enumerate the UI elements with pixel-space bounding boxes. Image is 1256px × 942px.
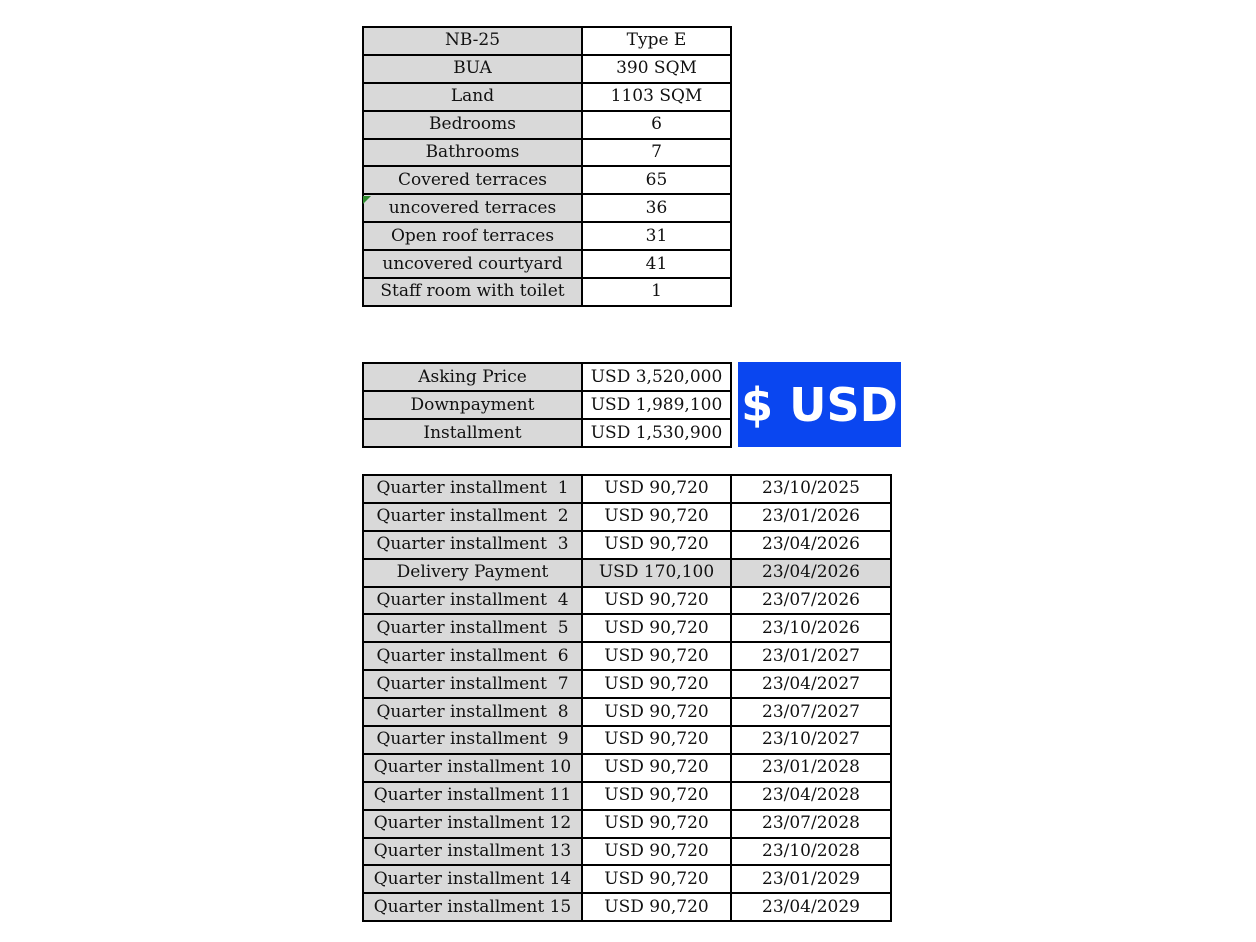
schedule-amount: USD 90,720 [604,590,709,610]
schedule-date: 23/01/2028 [762,757,860,778]
currency-badge [738,362,901,447]
price-value: USD 1,989,100 [590,394,723,415]
schedule-amount-cell[interactable] [582,893,731,921]
schedule-row [363,670,891,698]
schedule-date-cell[interactable] [731,893,891,921]
spec-value-cell[interactable] [582,55,731,83]
schedule-date: 23/04/2028 [762,785,860,806]
schedule-date-cell[interactable] [731,503,891,531]
schedule-label-cell[interactable] [363,893,582,921]
schedule-amount-cell[interactable] [582,614,731,642]
schedule-amount-cell[interactable] [582,587,731,615]
schedule-date: 23/01/2029 [762,868,860,889]
schedule-date: 23/01/2026 [762,506,860,527]
spec-value-cell[interactable] [582,278,731,306]
schedule-amount: USD 90,720 [604,729,709,750]
schedule-amount: USD 90,720 [604,757,709,778]
spec-label-cell[interactable] [363,111,582,139]
schedule-date: 23/10/2027 [762,729,860,750]
schedule-label: Quarter installment 5 [376,617,569,638]
schedule-amount: USD 90,720 [604,534,709,555]
schedule-amount: USD 90,720 [604,813,709,834]
schedule-label: Quarter installment 10 [373,757,572,778]
price-label-cell[interactable] [363,363,582,391]
schedule-date-cell[interactable] [731,559,891,587]
price-summary-table [362,362,732,448]
schedule-label: Quarter installment 13 [373,841,572,862]
schedule-amount: USD 90,720 [604,506,709,527]
schedule-label-cell[interactable] [363,559,582,587]
specs-row [363,139,731,167]
price-value: USD 3,520,000 [590,366,723,387]
schedule-label-cell[interactable] [363,614,582,642]
specs-row [363,83,731,111]
schedule-label: Quarter installment 12 [373,813,572,834]
schedule-amount: USD 90,720 [604,673,709,694]
schedule-amount-cell[interactable] [582,698,731,726]
schedule-date: 23/10/2025 [762,478,860,499]
schedule-label-cell[interactable] [363,810,582,838]
schedule-row [363,893,891,921]
cell-comment-indicator-icon[interactable] [363,196,371,204]
schedule-label-cell[interactable] [363,475,582,503]
spec-label: NB-25 [444,30,501,51]
schedule-amount-cell[interactable] [582,503,731,531]
schedule-label: Quarter installment 9 [376,729,569,750]
schedule-date: 23/04/2027 [762,673,860,694]
schedule-label: Quarter installment 6 [376,645,569,666]
schedule-amount: USD 90,720 [604,478,709,499]
schedule-label-cell[interactable] [363,670,582,698]
schedule-label: Delivery Payment [396,562,549,583]
schedule-amount: USD 90,720 [604,868,709,889]
schedule-label: Quarter installment 2 [376,506,569,527]
spec-label: Staff room with toilet [380,281,565,302]
spec-label: Bedrooms [429,114,516,135]
price-row [363,363,731,391]
spec-value: 390 SQM [616,58,697,79]
schedule-label-cell[interactable] [363,587,582,615]
schedule-date: 23/10/2028 [762,841,860,862]
price-value: USD 1,530,900 [590,422,723,443]
spec-label-cell[interactable] [363,27,582,55]
price-label: Asking Price [418,366,527,387]
schedule-amount-cell[interactable] [582,475,731,503]
schedule-date-cell[interactable] [731,810,891,838]
spec-label-cell[interactable] [363,83,582,111]
spec-label-cell[interactable] [363,250,582,278]
schedule-amount-cell[interactable] [582,726,731,754]
spec-label: BUA [453,58,492,79]
specs-row [363,222,731,250]
installment-schedule-table [362,474,892,922]
schedule-date-cell[interactable] [731,475,891,503]
schedule-date-cell[interactable] [731,865,891,893]
spec-value: 65 [645,169,668,190]
price-value-cell[interactable] [582,363,731,391]
schedule-date-cell[interactable] [731,670,891,698]
schedule-amount: USD 90,720 [604,785,709,806]
schedule-date-cell[interactable] [731,754,891,782]
price-label-cell[interactable] [363,419,582,447]
schedule-amount: USD 90,720 [604,645,709,666]
schedule-date-cell[interactable] [731,698,891,726]
schedule-label-cell[interactable] [363,754,582,782]
specs-row [363,55,731,83]
spec-value-cell[interactable] [582,111,731,139]
schedule-amount-cell[interactable] [582,559,731,587]
schedule-date-cell[interactable] [731,587,891,615]
schedule-date: 23/04/2026 [762,562,860,583]
schedule-label: Quarter installment 14 [373,868,572,889]
spec-value-cell[interactable] [582,222,731,250]
spec-value-cell[interactable] [582,27,731,55]
spec-value: 7 [651,142,662,162]
schedule-amount-cell[interactable] [582,754,731,782]
spec-label-cell[interactable] [363,278,582,306]
schedule-amount-cell[interactable] [582,670,731,698]
schedule-amount: USD 90,720 [604,617,709,638]
schedule-label: Quarter installment 1 [376,478,569,499]
spec-value-cell[interactable] [582,194,731,222]
spec-value-cell[interactable] [582,250,731,278]
schedule-date: 23/07/2027 [762,701,860,722]
schedule-label: Quarter installment 3 [376,534,569,555]
schedule-row [363,838,891,866]
schedule-amount: USD 90,720 [604,896,709,917]
spec-label: Bathrooms [425,142,520,162]
spec-value: 6 [651,114,662,135]
schedule-label: Quarter installment 15 [373,896,572,917]
schedule-date-cell[interactable] [731,531,891,559]
spec-label-cell[interactable] [363,222,582,250]
schedule-label: Quarter installment 7 [376,673,569,694]
schedule-date: 23/01/2027 [762,645,860,666]
schedule-date-cell[interactable] [731,614,891,642]
schedule-date: 23/04/2026 [762,534,860,555]
price-label: Downpayment [410,394,535,415]
schedule-label-cell[interactable] [363,642,582,670]
spec-value-cell[interactable] [582,166,731,194]
specs-row [363,27,731,55]
spec-label: Land [450,86,495,107]
schedule-amount-cell[interactable] [582,531,731,559]
specs-row [363,250,731,278]
schedule-row [363,810,891,838]
currency-badge-label: $ USD [741,377,898,432]
specs-row [363,166,731,194]
schedule-label: Quarter installment 4 [376,590,569,610]
schedule-amount-cell[interactable] [582,782,731,810]
schedule-amount: USD 90,720 [604,841,709,862]
schedule-amount-cell[interactable] [582,642,731,670]
schedule-date: 23/04/2029 [762,896,860,917]
schedule-row [363,503,891,531]
schedule-label-cell[interactable] [363,865,582,893]
spec-label: Open roof terraces [390,225,555,246]
schedule-date-cell[interactable] [731,782,891,810]
specs-row [363,278,731,306]
spec-value: Type E [626,30,687,51]
spec-label-cell[interactable] [363,55,582,83]
schedule-row [363,475,891,503]
schedule-row [363,726,891,754]
schedule-row [363,698,891,726]
spec-value: 1 [651,281,662,302]
schedule-date-cell[interactable] [731,726,891,754]
schedule-label-cell[interactable] [363,503,582,531]
spec-value: 1103 SQM [610,86,703,107]
price-label-cell[interactable] [363,391,582,419]
schedule-row [363,614,891,642]
schedule-label-cell[interactable] [363,698,582,726]
spec-label: Covered terraces [398,169,547,190]
schedule-label: Quarter installment 8 [376,701,569,722]
schedule-date-cell[interactable] [731,642,891,670]
price-value-cell[interactable] [582,391,731,419]
schedule-date: 23/07/2026 [762,590,860,610]
schedule-amount-cell[interactable] [582,810,731,838]
schedule-row [363,865,891,893]
spec-value: 41 [645,253,668,274]
schedule-date: 23/07/2028 [762,813,860,834]
schedule-label: Quarter installment 11 [373,785,572,806]
schedule-date-cell[interactable] [731,838,891,866]
schedule-row [363,782,891,810]
specs-row [363,111,731,139]
schedule-row [363,642,891,670]
spec-value: 31 [645,225,668,246]
spec-label-cell[interactable] [363,166,582,194]
spec-value-cell[interactable] [582,139,731,167]
schedule-row [363,587,891,615]
schedule-date: 23/10/2026 [762,617,860,638]
schedule-row-delivery [363,559,891,587]
schedule-label-cell[interactable] [363,782,582,810]
schedule-amount-cell[interactable] [582,865,731,893]
spec-label: uncovered terraces [388,197,557,218]
price-row [363,419,731,447]
schedule-row [363,531,891,559]
price-label: Installment [423,422,522,443]
schedule-amount: USD 170,100 [598,562,715,583]
schedule-row [363,754,891,782]
schedule-amount-cell[interactable] [582,838,731,866]
price-value-cell[interactable] [582,419,731,447]
schedule-label-cell[interactable] [363,531,582,559]
spec-label: uncovered courtyard [382,253,563,274]
spec-label-cell[interactable] [363,194,582,222]
schedule-label-cell[interactable] [363,726,582,754]
schedule-label-cell[interactable] [363,838,582,866]
schedule-amount: USD 90,720 [604,701,709,722]
spec-value-cell[interactable] [582,83,731,111]
price-row [363,391,731,419]
property-specs-table [362,26,732,307]
spec-label-cell[interactable] [363,139,582,167]
spec-value: 36 [645,197,668,218]
specs-row [363,194,731,222]
